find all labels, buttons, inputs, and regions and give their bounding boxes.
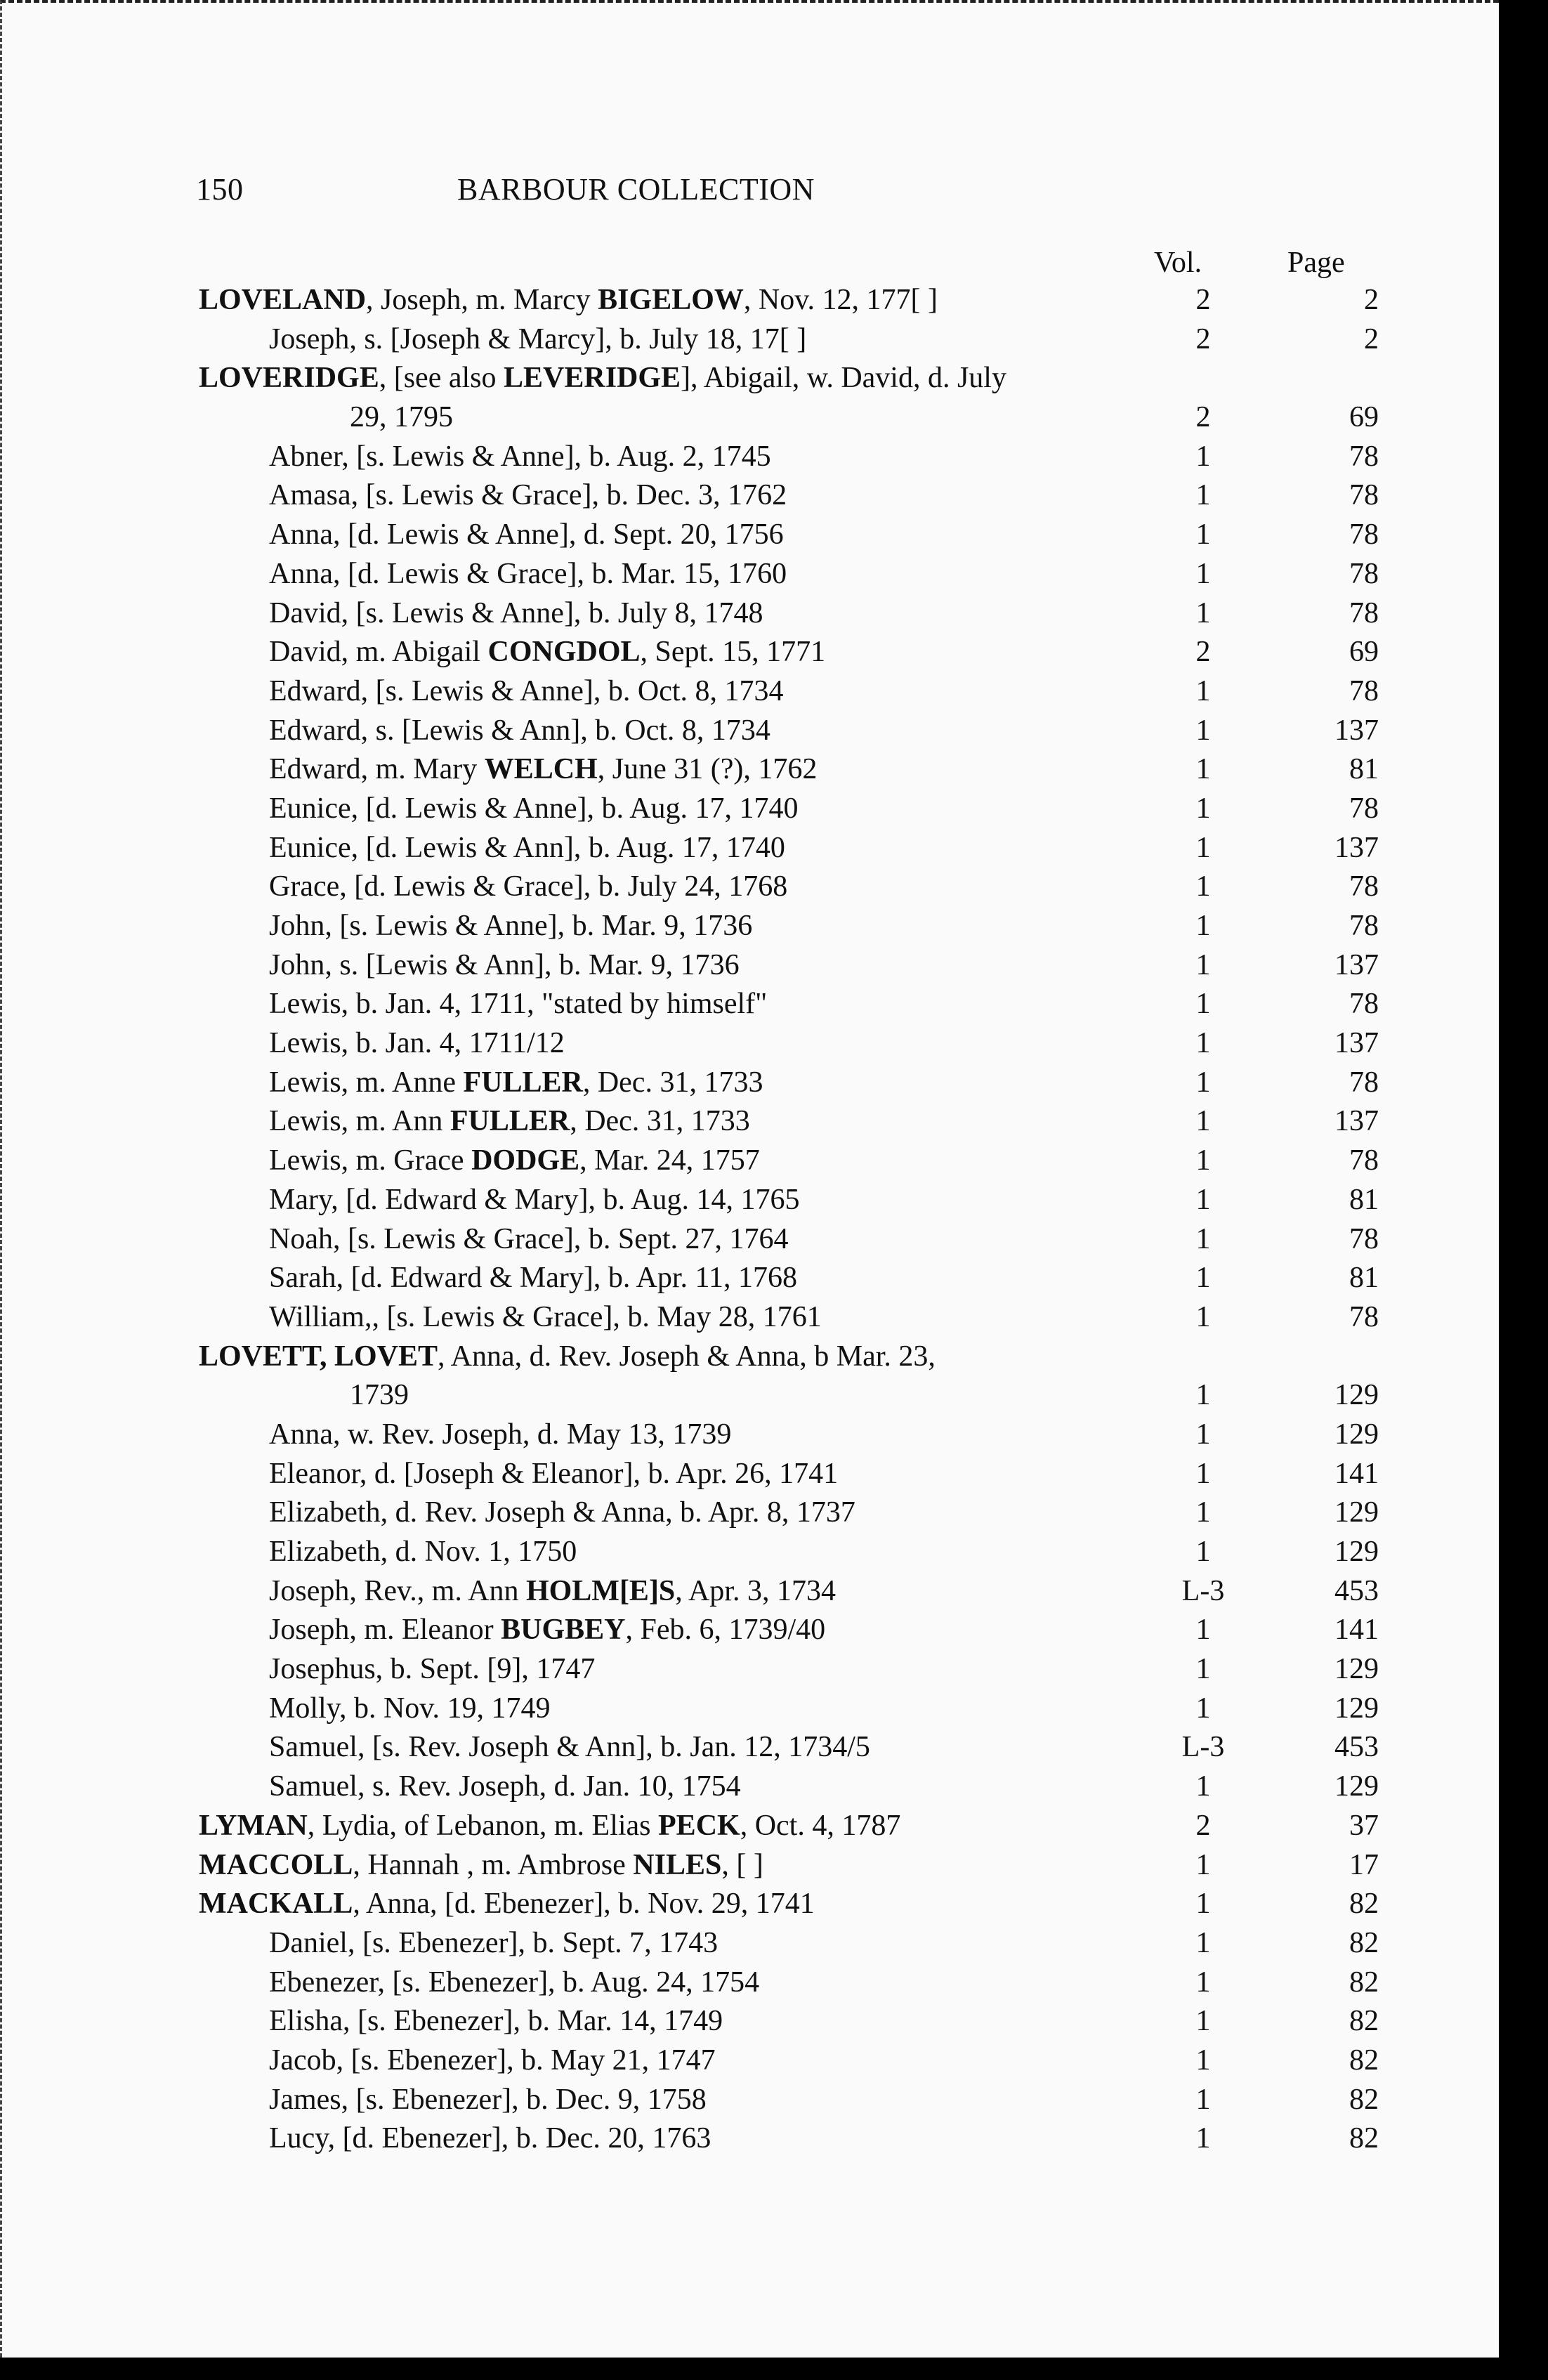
entry-text: John, s. [Lewis & Ann], b. Mar. 9, 1736 bbox=[269, 948, 740, 981]
entry-row bbox=[199, 2002, 1421, 2041]
entry-page: 17 bbox=[1349, 1848, 1379, 1881]
entry-vol: 2 bbox=[1195, 322, 1211, 355]
entry-text: James, [s. Ebenezer], b. Dec. 9, 1758 bbox=[269, 2083, 707, 2116]
entry-page: 141 bbox=[1334, 1457, 1379, 1490]
entry-page: 129 bbox=[1334, 1496, 1379, 1529]
entry-text: LOVERIDGE, [see also LEVERIDGE], Abigail, w. David, d. July bbox=[199, 362, 1006, 395]
entry-page: 69 bbox=[1349, 401, 1379, 434]
entry-text: Eleanor, d. [Joseph & Eleanor], b. Apr. 26, 1741 bbox=[269, 1457, 839, 1490]
entry-row bbox=[199, 1064, 1421, 1103]
entry-row bbox=[199, 1885, 1421, 1924]
entry-row bbox=[199, 320, 1421, 360]
entry-page: 81 bbox=[1349, 1183, 1379, 1216]
entry-vol: 1 bbox=[1195, 479, 1211, 512]
entry-page: 137 bbox=[1334, 1105, 1379, 1138]
entry-vol: 1 bbox=[1195, 674, 1211, 707]
entry-text: Molly, b. Nov. 19, 1749 bbox=[269, 1692, 551, 1725]
entry-text: 29, 1795 bbox=[350, 401, 453, 434]
entry-vol: 1 bbox=[1195, 1183, 1211, 1216]
entry-vol: 1 bbox=[1195, 1536, 1211, 1568]
entry-text: MACKALL, Anna, [d. Ebenezer], b. Nov. 29, 1741 bbox=[199, 1888, 815, 1921]
entry-vol: 2 bbox=[1195, 1809, 1211, 1842]
entry-text: Elisha, [s. Ebenezer], b. Mar. 14, 1749 bbox=[269, 2005, 723, 2038]
entry-row bbox=[199, 750, 1421, 790]
entry-vol: 1 bbox=[1195, 1262, 1211, 1295]
entry-vol: 1 bbox=[1195, 988, 1211, 1021]
entry-vol: 1 bbox=[1195, 1457, 1211, 1490]
entry-page: 37 bbox=[1349, 1809, 1379, 1842]
entry-page: 2 bbox=[1364, 284, 1379, 316]
entry-row bbox=[199, 1728, 1421, 1767]
entry-page: 82 bbox=[1349, 1926, 1379, 1959]
entry-page: 78 bbox=[1349, 988, 1379, 1021]
entry-page: 82 bbox=[1349, 1966, 1379, 1999]
entry-vol: 1 bbox=[1195, 753, 1211, 786]
entry-row bbox=[199, 1181, 1421, 1220]
entry-text: Joseph, Rev., m. Ann HOLM[E]S, Apr. 3, 1734 bbox=[269, 1574, 836, 1607]
entry-row bbox=[199, 1924, 1421, 1963]
entry-page: 137 bbox=[1334, 1027, 1379, 1060]
entry-text: LOVELAND, Joseph, m. Marcy BIGELOW, Nov. 12, 177[ ] bbox=[199, 284, 938, 316]
entry-row bbox=[199, 398, 1421, 438]
entry-vol: 1 bbox=[1195, 1144, 1211, 1177]
entry-vol: 1 bbox=[1195, 1614, 1211, 1647]
entry-page: 78 bbox=[1349, 870, 1379, 903]
entry-text: William,, [s. Lewis & Grace], b. May 28, 1761 bbox=[269, 1300, 822, 1333]
entry-page: 129 bbox=[1334, 1536, 1379, 1568]
entry-row bbox=[199, 1455, 1421, 1494]
entry-text: David, m. Abigail CONGDOL, Sept. 15, 1771 bbox=[269, 636, 826, 669]
entry-text: Sarah, [d. Edward & Mary], b. Apr. 11, 1768 bbox=[269, 1262, 797, 1295]
entry-text: Lucy, [d. Ebenezer], b. Dec. 20, 1763 bbox=[269, 2122, 711, 2155]
entry-row bbox=[199, 1376, 1421, 1415]
entry-text: Anna, w. Rev. Joseph, d. May 13, 1739 bbox=[269, 1418, 732, 1451]
entry-text: Lewis, b. Jan. 4, 1711, "stated by himself" bbox=[269, 988, 768, 1021]
entry-row bbox=[199, 1846, 1421, 1885]
entry-text: Amasa, [s. Lewis & Grace], b. Dec. 3, 1762 bbox=[269, 479, 787, 512]
entry-vol: 1 bbox=[1195, 2122, 1211, 2155]
entry-vol: 2 bbox=[1195, 401, 1211, 434]
entry-row bbox=[199, 946, 1421, 986]
entry-vol: 1 bbox=[1195, 1418, 1211, 1451]
entry-vol: 1 bbox=[1195, 1692, 1211, 1725]
entry-page: 78 bbox=[1349, 518, 1379, 551]
entry-row bbox=[199, 1102, 1421, 1142]
entry-vol: 1 bbox=[1195, 1653, 1211, 1686]
entry-row bbox=[199, 633, 1421, 672]
column-header-page: Page bbox=[1287, 247, 1345, 279]
entry-vol: 1 bbox=[1195, 1066, 1211, 1099]
entry-vol: 1 bbox=[1195, 792, 1211, 825]
entry-page: 81 bbox=[1349, 1262, 1379, 1295]
entry-page: 137 bbox=[1334, 948, 1379, 981]
entry-text: Samuel, [s. Rev. Joseph & Ann], b. Jan. 12, 1734/5 bbox=[269, 1731, 870, 1764]
entry-page: 2 bbox=[1364, 322, 1379, 355]
entry-vol: 1 bbox=[1195, 1926, 1211, 1959]
entry-text: Joseph, m. Eleanor BUGBEY, Feb. 6, 1739/40 bbox=[269, 1614, 826, 1647]
entry-vol: 1 bbox=[1195, 2044, 1211, 2077]
entry-vol: 1 bbox=[1195, 870, 1211, 903]
entry-page: 129 bbox=[1334, 1379, 1379, 1412]
entry-text: Lewis, m. Anne FULLER, Dec. 31, 1733 bbox=[269, 1066, 763, 1099]
entry-vol: 1 bbox=[1195, 1888, 1211, 1921]
entry-row bbox=[199, 476, 1421, 516]
entry-text: Lewis, m. Ann FULLER, Dec. 31, 1733 bbox=[269, 1105, 750, 1138]
entry-page: 78 bbox=[1349, 1144, 1379, 1177]
entry-row bbox=[199, 907, 1421, 946]
entry-text: Anna, [d. Lewis & Anne], d. Sept. 20, 1756 bbox=[269, 518, 784, 551]
entry-row bbox=[199, 712, 1421, 751]
entry-vol: 1 bbox=[1195, 831, 1211, 864]
entry-row bbox=[199, 555, 1421, 594]
entry-row bbox=[199, 1572, 1421, 1611]
entry-page: 129 bbox=[1334, 1692, 1379, 1725]
entry-page: 69 bbox=[1349, 636, 1379, 669]
entry-page: 82 bbox=[1349, 2083, 1379, 2116]
entry-row bbox=[199, 2119, 1421, 2159]
entry-text: John, [s. Lewis & Anne], b. Mar. 9, 1736 bbox=[269, 910, 753, 942]
entry-vol: 1 bbox=[1195, 1105, 1211, 1138]
entry-row bbox=[199, 1963, 1421, 2003]
entry-row bbox=[199, 868, 1421, 907]
entry-row bbox=[199, 1142, 1421, 1181]
entry-text: David, [s. Lewis & Anne], b. July 8, 1748 bbox=[269, 596, 763, 629]
entry-row bbox=[199, 1259, 1421, 1298]
entry-vol: 1 bbox=[1195, 1300, 1211, 1333]
entry-row bbox=[199, 1767, 1421, 1807]
entry-vol: 1 bbox=[1195, 1496, 1211, 1529]
entry-text: Abner, [s. Lewis & Anne], b. Aug. 2, 1745 bbox=[269, 440, 771, 473]
entry-row bbox=[199, 1611, 1421, 1650]
entry-row bbox=[199, 1338, 1421, 1377]
entry-page: 78 bbox=[1349, 910, 1379, 942]
entry-text: Noah, [s. Lewis & Grace], b. Sept. 27, 1764 bbox=[269, 1222, 789, 1255]
entry-page: 78 bbox=[1349, 440, 1379, 473]
entry-row bbox=[199, 985, 1421, 1024]
entry-text: Daniel, [s. Ebenezer], b. Sept. 7, 1743 bbox=[269, 1926, 719, 1959]
entry-vol: 1 bbox=[1195, 596, 1211, 629]
entry-text: Edward, [s. Lewis & Anne], b. Oct. 8, 1734 bbox=[269, 674, 784, 707]
entry-vol: 1 bbox=[1195, 1222, 1211, 1255]
entry-page: 137 bbox=[1334, 714, 1379, 747]
entry-page: 453 bbox=[1334, 1731, 1379, 1764]
entry-row bbox=[199, 1220, 1421, 1260]
entry-vol: 1 bbox=[1195, 1770, 1211, 1803]
entry-vol: 1 bbox=[1195, 1966, 1211, 1999]
entry-text: Mary, [d. Edward & Mary], b. Aug. 14, 1765 bbox=[269, 1183, 800, 1216]
entry-vol: 1 bbox=[1195, 1379, 1211, 1412]
entry-row bbox=[199, 1024, 1421, 1064]
entry-page: 82 bbox=[1349, 2005, 1379, 2038]
entry-row bbox=[199, 1689, 1421, 1729]
entry-text: Eunice, [d. Lewis & Ann], b. Aug. 17, 1740 bbox=[269, 831, 785, 864]
entry-page: 129 bbox=[1334, 1418, 1379, 1451]
entry-row bbox=[199, 1807, 1421, 1846]
entry-row bbox=[199, 672, 1421, 712]
entry-vol: L-3 bbox=[1181, 1574, 1225, 1607]
entry-row bbox=[199, 438, 1421, 477]
entry-page: 78 bbox=[1349, 1300, 1379, 1333]
entry-text: LOVETT, LOVET, Anna, d. Rev. Joseph & Anna, b Mar. 23, bbox=[199, 1340, 936, 1373]
entry-text: Lewis, m. Grace DODGE, Mar. 24, 1757 bbox=[269, 1144, 760, 1177]
entry-row bbox=[199, 281, 1421, 320]
entry-page: 129 bbox=[1334, 1770, 1379, 1803]
entry-page: 78 bbox=[1349, 596, 1379, 629]
entry-row bbox=[199, 594, 1421, 634]
entry-text: LYMAN, Lydia, of Lebanon, m. Elias PECK, Oct. 4, 1787 bbox=[199, 1809, 901, 1842]
entry-page: 78 bbox=[1349, 557, 1379, 590]
entry-text: Edward, m. Mary WELCH, June 31 (?), 1762 bbox=[269, 753, 818, 786]
entry-page: 82 bbox=[1349, 1888, 1379, 1921]
entry-text: Elizabeth, d. Rev. Joseph & Anna, b. Apr. 8, 1737 bbox=[269, 1496, 855, 1529]
entry-text: Joseph, s. [Joseph & Marcy], b. July 18, 17[ ] bbox=[269, 322, 807, 355]
entry-vol: L-3 bbox=[1181, 1731, 1225, 1764]
entry-vol: 2 bbox=[1195, 636, 1211, 669]
entries-list bbox=[199, 281, 1421, 2159]
entry-vol: 1 bbox=[1195, 2005, 1211, 2038]
entry-row bbox=[199, 829, 1421, 868]
entry-vol: 1 bbox=[1195, 557, 1211, 590]
entry-page: 78 bbox=[1349, 1066, 1379, 1099]
entry-row bbox=[199, 2041, 1421, 2081]
entry-text: Edward, s. [Lewis & Ann], b. Oct. 8, 1734 bbox=[269, 714, 770, 747]
entry-page: 453 bbox=[1334, 1574, 1379, 1607]
entry-vol: 1 bbox=[1195, 2083, 1211, 2116]
entry-vol: 1 bbox=[1195, 440, 1211, 473]
entry-row bbox=[199, 790, 1421, 829]
entry-row bbox=[199, 359, 1421, 398]
entry-row bbox=[199, 1650, 1421, 1689]
entry-page: 78 bbox=[1349, 674, 1379, 707]
entry-page: 137 bbox=[1334, 831, 1379, 864]
entry-text: Elizabeth, d. Nov. 1, 1750 bbox=[269, 1536, 577, 1568]
entry-vol: 1 bbox=[1195, 1848, 1211, 1881]
entry-row bbox=[199, 1493, 1421, 1533]
entry-page: 78 bbox=[1349, 792, 1379, 825]
entry-row bbox=[199, 516, 1421, 555]
entry-text: Anna, [d. Lewis & Grace], b. Mar. 15, 1760 bbox=[269, 557, 787, 590]
entry-row bbox=[199, 1298, 1421, 1338]
entry-page: 78 bbox=[1349, 479, 1379, 512]
entry-vol: 1 bbox=[1195, 714, 1211, 747]
entry-page: 82 bbox=[1349, 2044, 1379, 2077]
page-title: BARBOUR COLLECTION bbox=[457, 172, 815, 207]
entry-page: 78 bbox=[1349, 1222, 1379, 1255]
entry-text: Samuel, s. Rev. Joseph, d. Jan. 10, 1754 bbox=[269, 1770, 741, 1803]
entry-text: Josephus, b. Sept. [9], 1747 bbox=[269, 1653, 596, 1686]
entry-row bbox=[199, 1415, 1421, 1455]
entry-page: 141 bbox=[1334, 1614, 1379, 1647]
entry-text: Lewis, b. Jan. 4, 1711/12 bbox=[269, 1027, 565, 1060]
entry-row bbox=[199, 2081, 1421, 2120]
entry-vol: 2 bbox=[1195, 284, 1211, 316]
entry-vol: 1 bbox=[1195, 910, 1211, 942]
entry-page: 129 bbox=[1334, 1653, 1379, 1686]
entry-vol: 1 bbox=[1195, 518, 1211, 551]
entry-text: Grace, [d. Lewis & Grace], b. July 24, 1768 bbox=[269, 870, 788, 903]
entry-text: Ebenezer, [s. Ebenezer], b. Aug. 24, 1754 bbox=[269, 1966, 760, 1999]
entry-vol: 1 bbox=[1195, 948, 1211, 981]
page-number: 150 bbox=[196, 172, 244, 207]
entry-vol: 1 bbox=[1195, 1027, 1211, 1060]
column-header-vol: Vol. bbox=[1154, 247, 1202, 279]
entry-text: 1739 bbox=[350, 1379, 409, 1412]
entry-text: Eunice, [d. Lewis & Anne], b. Aug. 17, 1740 bbox=[269, 792, 799, 825]
entry-page: 81 bbox=[1349, 753, 1379, 786]
entry-text: MACCOLL, Hannah , m. Ambrose NILES, [ ] bbox=[199, 1848, 763, 1881]
entry-page: 82 bbox=[1349, 2122, 1379, 2155]
entry-row bbox=[199, 1533, 1421, 1572]
entry-text: Jacob, [s. Ebenezer], b. May 21, 1747 bbox=[269, 2044, 716, 2077]
